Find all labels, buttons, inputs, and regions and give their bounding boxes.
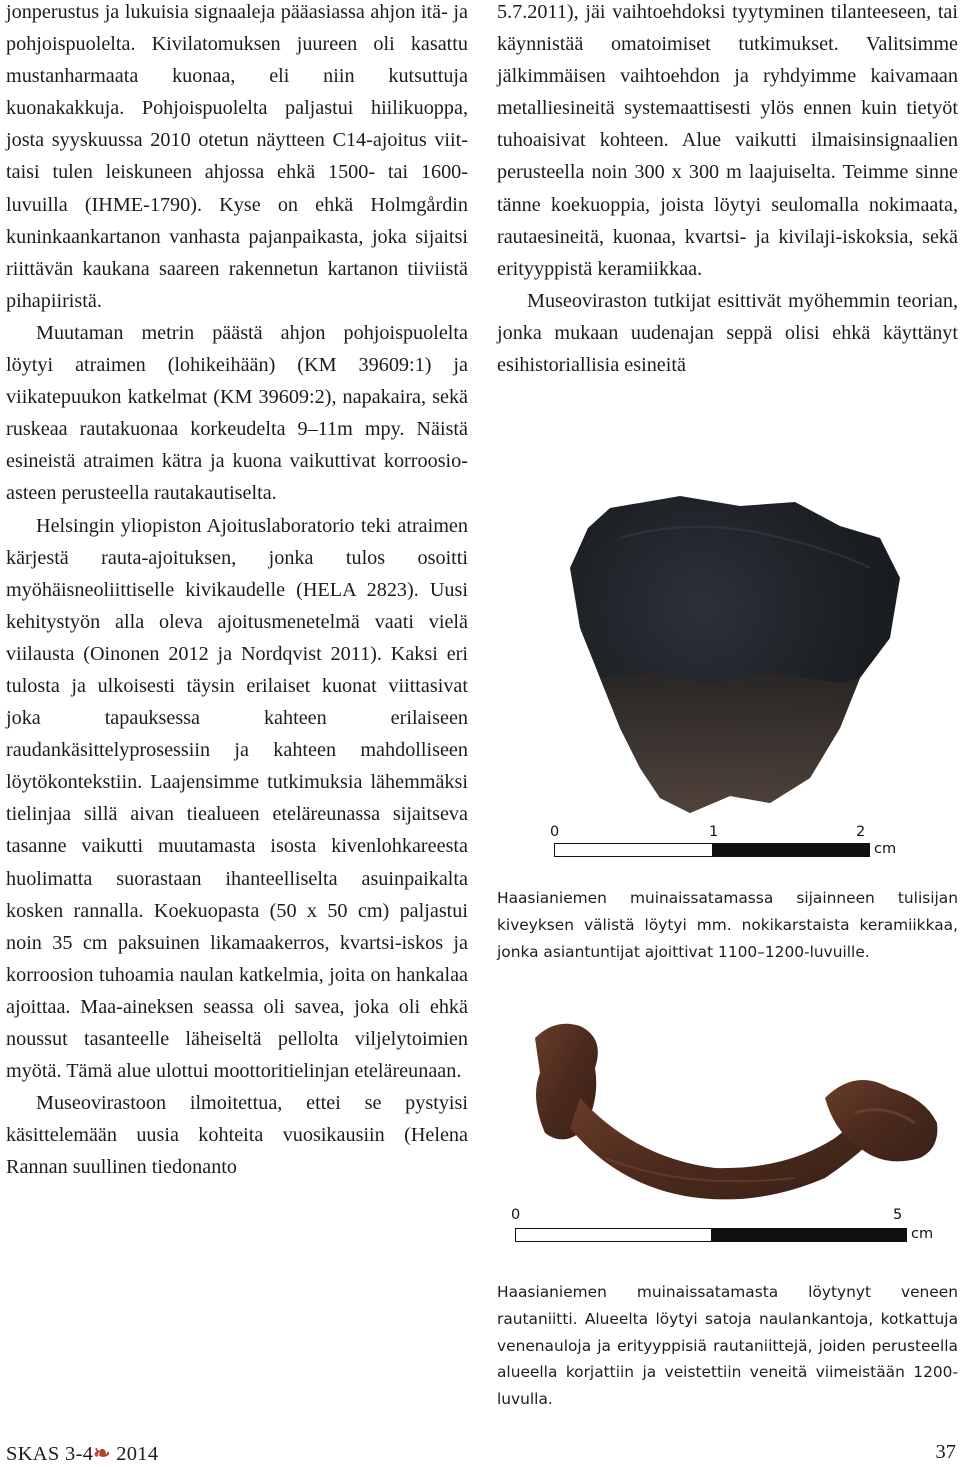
ceramic-sherd-image [540,478,920,818]
journal-logo-icon: ❧ [93,1443,111,1465]
paragraph: Muutaman metrin päästä ahjon pohjoispuolelta löytyi atraimen (lohikeihään) (KM 39609:1) ja viikatepuukon katkelmat (KM 39609:2), napakaira, sekä ruskeaa rautakuonaa korkeudelta 9–11m mpy. Näistä esineistä atraimen kätra ja kuona vaikuttivat korroosioasteen perusteella rautakautiselta. [6,321,468,505]
paragraph: Helsingin yliopiston Ajoituslaboratorio teki atraimen kärjestä rauta-ajoituksen, jonka tulos osoitti myöhäisneoliittiselle kivikaudelle (HELA 2823). Uusi kehitystyön alla oleva ajoitusmenetelmä vaati vielä viilausta (Oinonen 2012 ja Nordqvist 2011). Kaksi eri tulosta ja ulkoisesti täysin erilaiset kuonat viittasivat joka tapauksessa kahteen erilaiseen raudankäsittelyprosessiin ja kahteen mahdolliseen löytökontekstiin. Laajensimme tutkimuksia lähemmäksi tielinjaa sillä aivan tiealueen eteläreunassa sijaitseva tasanne vaikutti muutamasta isosta kivenlohkareesta huolimatta suorastaan ihanteelliselta asuinpaikalta kosken rannalla. Koekuopasta (50 x 50 cm) paljastui noin 35 cm paksuinen likamaakerros, kvartsi-iskos ja korroosion tuhoamia naulan katkelmia, joita on hankalaa ajoittaa. Maa-aineksen seassa oli savea, joka oli ehkä noussut tasanteelle läheiseltä pellolta viljelytoimien myötä. Tämä alue ulottui moottoritielinjan eteläreunaan. [6,514,468,1083]
page-number: 37 [935,1441,956,1463]
scale-label: 0 [550,824,560,840]
scale-unit: cm [874,841,897,857]
scale-label: 5 [893,1207,903,1223]
scale-label: 2 [856,824,866,840]
scale-label: 1 [709,824,719,840]
paragraph: Museovirastoon ilmoitettua, ettei se pystyisi käsittelemään uusia kohteita vuosikausiin (Helena Rannan suullinen tiedonanto [6,1092,468,1179]
scale-bar-2 [511,1207,945,1247]
scale-unit: cm [911,1226,934,1242]
right-column-text [497,0,958,381]
figure-caption-1: Haasianiemen muinaissatamassa sijainneen tulisijan kiveyksen välistä löytyi mm. nokikarstaista keramiikkaa, jonka asiantuntijat ajoittivat 1100–1200-luvuille. [497,889,958,961]
ceramic-sherd-photo [540,478,920,818]
paragraph: 5.7.2011), jäi vaihtoehdoksi tyytyminen tilanteeseen, tai käynnistää omatoimiset tutkimukset. Valitsimme jälkimmäisen vaihtoehdon ja ryhdyimme kaivamaan metalliesineitä systemaattisesti ylös ennen kuin tietyöt tuhoaisivat kohteen. Alue vaikutti ilmaisinsignaalien perusteella noin 300 x 300 m laajuiselta. Teimme sinne tänne koekuoppia, joista löytyi seulomalla nokimaata, rautaesineitä, kuonaa, kvartsi- ja kivilaji-iskoksia, sekä erityyppistä keramiikkaa. [497,1,958,280]
scale-label: 0 [511,1207,521,1223]
scale-bar [515,1228,907,1242]
scale-bar-1 [550,824,897,864]
journal-footer [6,1441,158,1466]
scale-bar [554,843,870,857]
journal-year: 2014 [116,1443,159,1465]
paragraph: Museoviraston tutkijat esittivät myöhemmin teorian, jonka mukaan uudenajan seppä olisi ehkä käyttänyt esihistoriallisia esineitä [497,289,958,377]
iron-rivet-photo [535,1018,945,1218]
iron-rivet-image [535,1018,945,1218]
paragraph: jonperustus ja lukuisia signaaleja pääasiassa ahjon itä- ja pohjoispuolelta. Kivilatomuksen juureen oli kasattu mustanharmaata kuonaa, eli niin kutsuttuja kuonakakkuja. Pohjoispuolelta paljastui hiilikuoppa, josta syyskuussa 2010 otetun näytteen C14-ajoitus viittaisi tulen leiskuneen ahjossa ehkä 1500- tai 1600-luvuilla (IHME-1790). Kyse on ehkä Holmgårdin kuninkaankartanon vanhasta pajanpaikasta, joka sijaitsi riittävän kaukana saareen rakennetun kartanon tiiviistä pihapiiristä. [6,1,468,312]
figure-caption-2: Haasianiemen muinaissatamasta löytynyt veneen rautaniitti. Alueelta löytyi satoja naulankantoja, kotkattuja venenauloja ja erityyppisiä rautaniittejä, joiden perusteella alueella korjattiin ja veistettiin veneitä viimeistään 1200-luvulla. [497,1283,958,1409]
journal-name: SKAS 3-4 [6,1443,94,1465]
left-column [6,0,468,1183]
